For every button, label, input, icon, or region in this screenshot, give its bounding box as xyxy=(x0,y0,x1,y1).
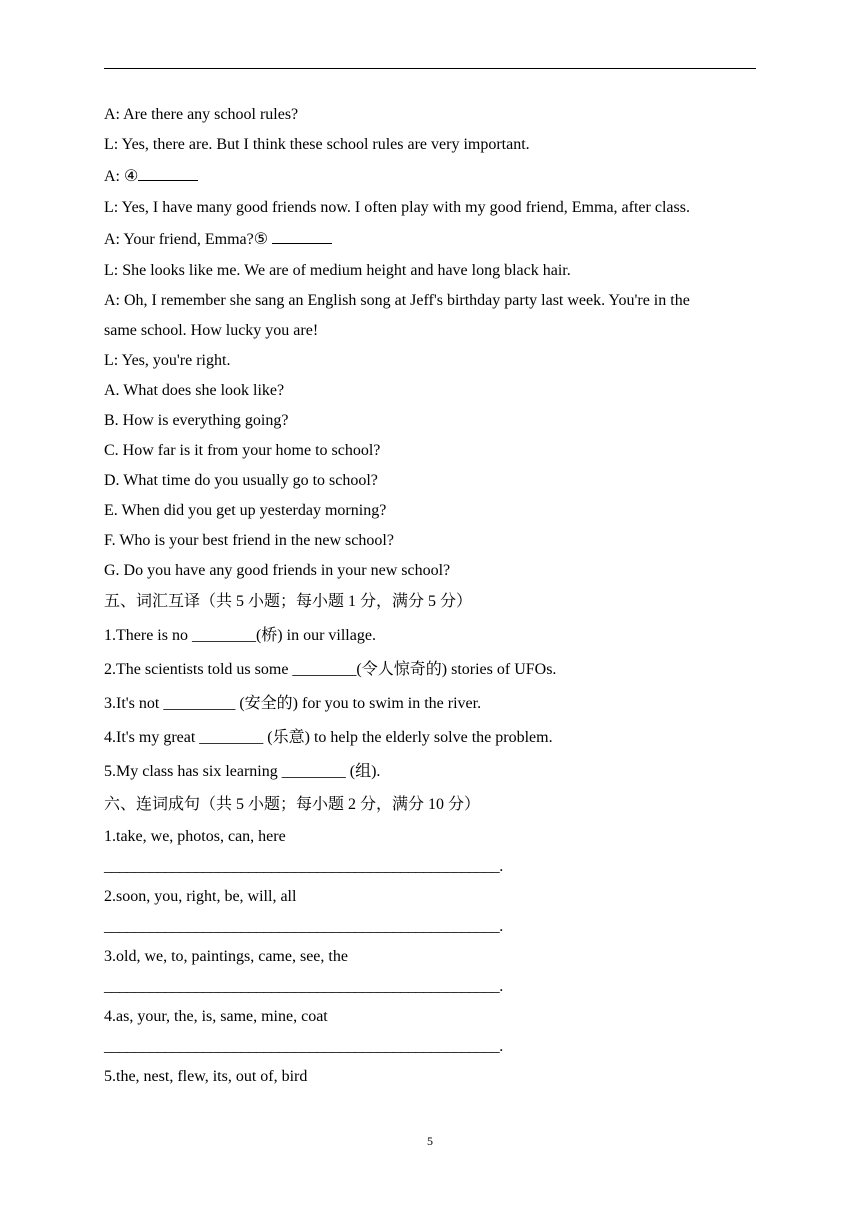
question-item: 1.There is no ________(桥) in our village. xyxy=(104,627,376,644)
dialogue-line: L: She looks like me. We are of medium height and have long black hair. xyxy=(104,262,571,279)
dialogue-line-text: A: Your friend, Emma?⑤ xyxy=(104,231,273,248)
blank-5[interactable] xyxy=(272,229,332,244)
section-title: 五、词汇互译（共 5 小题；每小题 1 分，满分 5 分） xyxy=(104,593,473,610)
dialogue-line-text: A: ④ xyxy=(104,168,139,185)
option-item: B. How is everything going? xyxy=(104,412,289,429)
answer-line[interactable]: ____________________________________________________. xyxy=(104,1038,503,1055)
question-item: 4.as, your, the, is, same, mine, coat xyxy=(104,1008,328,1025)
answer-line[interactable]: ____________________________________________________. xyxy=(104,858,503,875)
question-item: 5.My class has six learning ________ (组). xyxy=(104,763,381,780)
question-item: 5.the, nest, flew, its, out of, bird xyxy=(104,1068,308,1085)
question-item: 2.The scientists told us some ________(令人惊奇的) stories of UFOs. xyxy=(104,661,557,678)
option-item: A. What does she look like? xyxy=(104,382,285,399)
answer-line[interactable]: ____________________________________________________. xyxy=(104,918,503,935)
question-item: 2.soon, you, right, be, will, all xyxy=(104,888,297,905)
question-item: 4.It's my great ________ (乐意) to help the elderly solve the problem. xyxy=(104,729,553,746)
blank-4[interactable] xyxy=(138,166,198,181)
option-item: D. What time do you usually go to school? xyxy=(104,472,378,489)
dialogue-line-blank-4 xyxy=(104,166,198,187)
dialogue-line: L: Yes, I have many good friends now. I often play with my good friend, Emma, after class. xyxy=(104,199,690,216)
dialogue-line-blank-5 xyxy=(104,229,332,250)
dialogue-line: same school. How lucky you are! xyxy=(104,322,319,339)
option-item: F. Who is your best friend in the new school? xyxy=(104,532,394,549)
dialogue-line: L: Yes, there are. But I think these school rules are very important. xyxy=(104,136,530,153)
page-number: 5 xyxy=(427,1134,433,1148)
question-item: 3.It's not _________ (安全的) for you to swim in the river. xyxy=(104,695,482,712)
answer-line[interactable]: ____________________________________________________. xyxy=(104,978,503,995)
dialogue-line: A: Are there any school rules? xyxy=(104,106,299,123)
option-item: C. How far is it from your home to school? xyxy=(104,442,381,459)
question-item: 1.take, we, photos, can, here xyxy=(104,828,286,845)
dialogue-line: A: Oh, I remember she sang an English song at Jeff's birthday party last week. You're in the xyxy=(104,292,690,309)
section-title: 六、连词成句（共 5 小题；每小题 2 分，满分 10 分） xyxy=(104,796,481,813)
option-item: G. Do you have any good friends in your new school? xyxy=(104,562,451,579)
dialogue-line: L: Yes, you're right. xyxy=(104,352,231,369)
option-item: E. When did you get up yesterday morning? xyxy=(104,502,387,519)
question-item: 3.old, we, to, paintings, came, see, the xyxy=(104,948,348,965)
header-rule xyxy=(104,68,756,69)
